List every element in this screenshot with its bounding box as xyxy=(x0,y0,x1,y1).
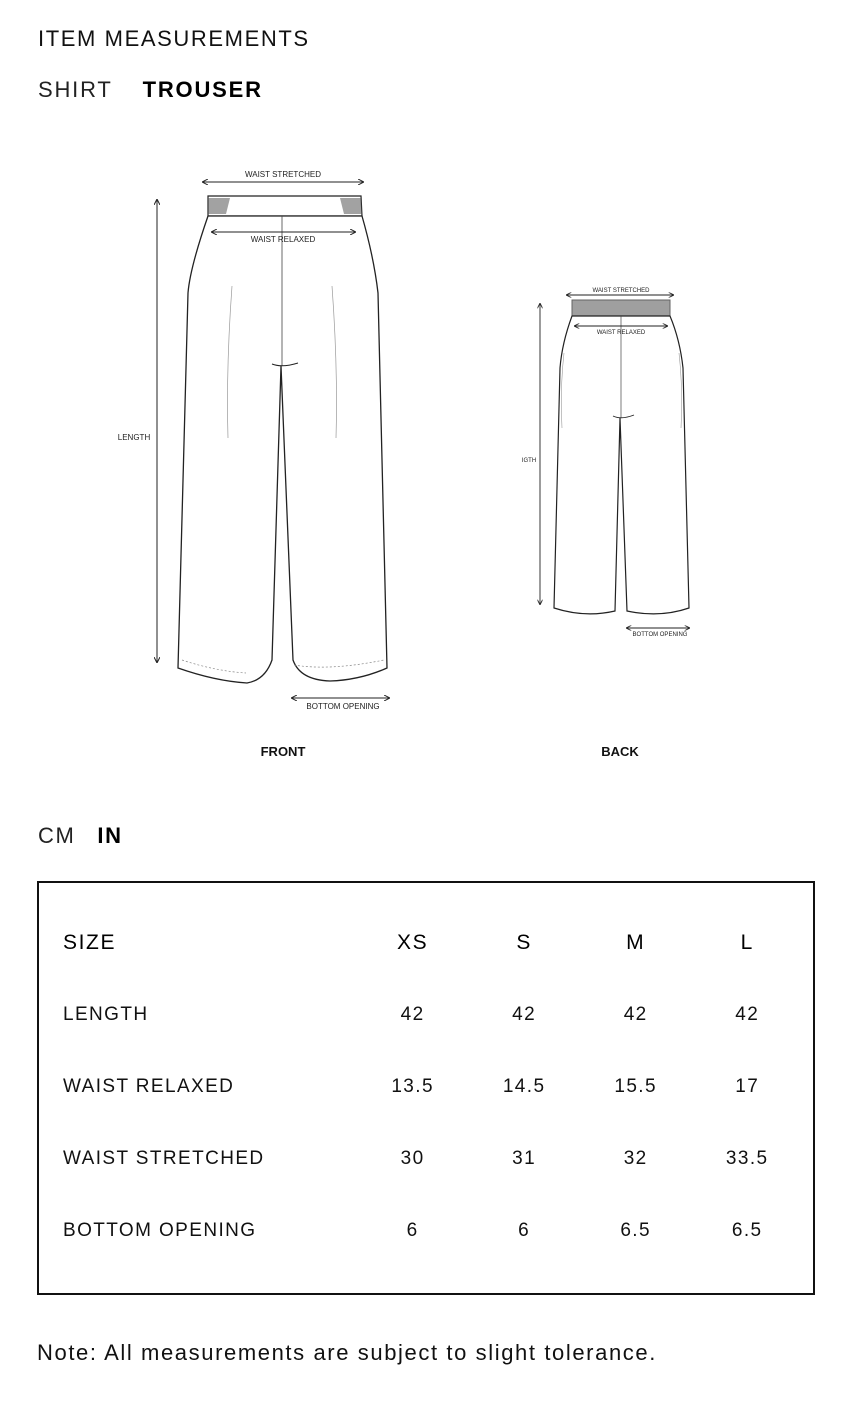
row-label: WAIST STRETCHED xyxy=(63,1148,265,1169)
table-cell: 42 xyxy=(623,1004,648,1025)
front-waist-relaxed-label: WAIST RELAXED xyxy=(250,235,316,244)
table-row xyxy=(63,1051,803,1123)
header-size: SIZE xyxy=(63,931,117,954)
size-chart-table xyxy=(37,881,815,1295)
garment-tabs xyxy=(38,77,263,103)
table-cell: 32 xyxy=(623,1148,648,1169)
table-row xyxy=(63,1123,803,1195)
table-cell: 42 xyxy=(400,1004,425,1025)
back-bottom-opening-label: BOTTOM OPENING xyxy=(632,632,688,638)
table-cell: 30 xyxy=(400,1148,425,1169)
table-cell: 33.5 xyxy=(725,1148,769,1169)
unit-cm[interactable]: CM xyxy=(38,823,76,848)
table-cell: 42 xyxy=(735,1004,760,1025)
back-caption: BACK xyxy=(601,744,639,759)
table-cell: 6 xyxy=(518,1220,531,1241)
table-cell: 6.5 xyxy=(620,1220,651,1241)
table-row xyxy=(63,1195,803,1267)
table-cell: 6.5 xyxy=(731,1220,763,1241)
back-waist-relaxed-label: WAIST RELAXED xyxy=(596,330,646,336)
page-title: ITEM MEASUREMENTS xyxy=(38,26,310,51)
back-length-label: IGTH xyxy=(521,458,537,464)
tolerance-note: Note: All measurements are subject to slight tolerance. xyxy=(37,1340,657,1365)
unit-toggle xyxy=(38,823,123,849)
back-view xyxy=(522,288,689,759)
header-xs: XS xyxy=(397,931,429,954)
table-cell: 14.5 xyxy=(502,1076,546,1097)
table-cell: 17 xyxy=(735,1076,760,1097)
front-caption: FRONT xyxy=(260,744,306,759)
table-cell: 6 xyxy=(406,1220,419,1241)
tab-trouser[interactable]: TROUSER xyxy=(142,77,263,102)
header-l: L xyxy=(740,931,754,954)
tab-shirt[interactable]: SHIRT xyxy=(38,77,113,102)
table-cell: 31 xyxy=(512,1148,537,1169)
front-waist-stretched-label: WAIST STRETCHED xyxy=(244,170,322,179)
table-row xyxy=(63,979,803,1051)
table-cell: 42 xyxy=(512,1004,537,1025)
front-view xyxy=(118,170,389,759)
row-label: WAIST RELAXED xyxy=(63,1076,235,1097)
row-label: LENGTH xyxy=(63,1004,149,1025)
back-waist-stretched-label: WAIST STRETCHED xyxy=(592,288,650,294)
front-bottom-opening-label: BOTTOM OPENING xyxy=(306,702,380,711)
front-length-label: LENGTH xyxy=(117,433,151,442)
table-header-row xyxy=(63,907,803,979)
row-label: BOTTOM OPENING xyxy=(63,1220,257,1241)
table-cell: 13.5 xyxy=(391,1076,434,1097)
unit-in[interactable]: IN xyxy=(97,823,123,848)
header-s: S xyxy=(516,931,532,954)
header-m: M xyxy=(626,931,646,954)
table-cell: 15.5 xyxy=(614,1076,657,1097)
trouser-measurement-diagram xyxy=(40,128,775,793)
